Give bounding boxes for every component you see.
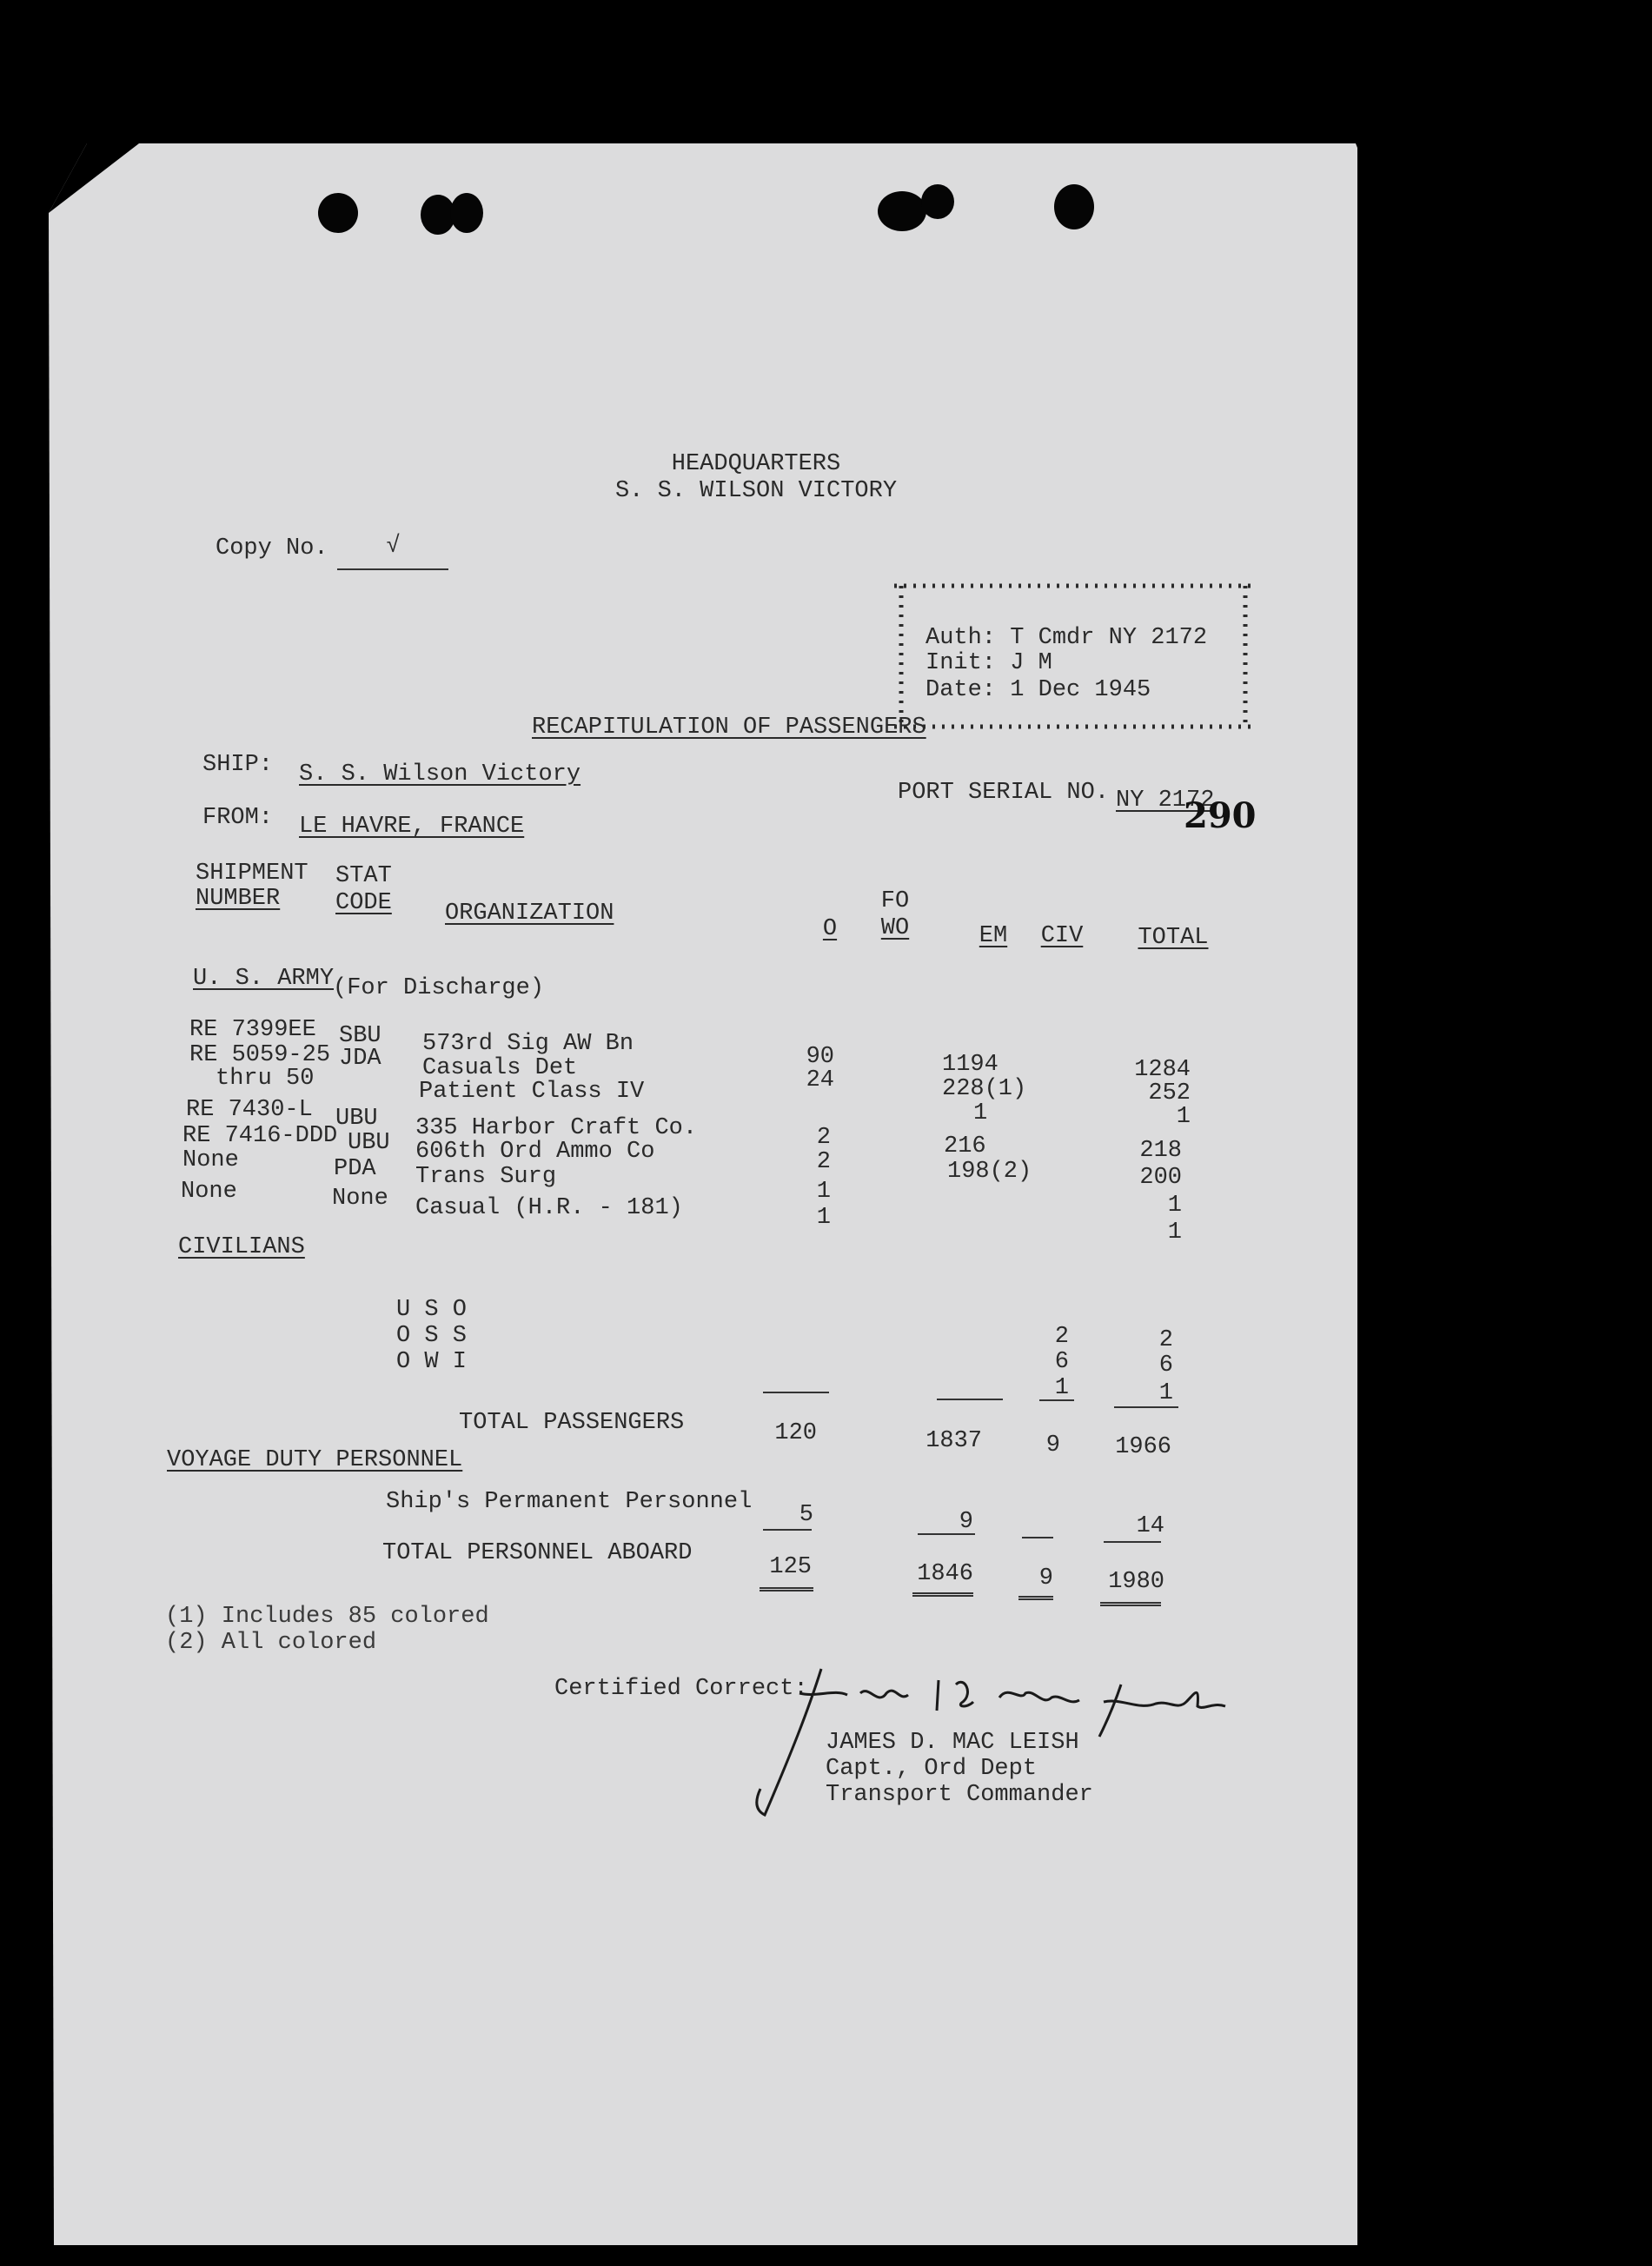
cell-o: 1 — [816, 1205, 831, 1231]
col-o: O — [822, 916, 838, 942]
aboard-double-rule-civ — [1018, 1596, 1053, 1600]
cell-civ: 1 — [1054, 1375, 1069, 1401]
from-label: FROM: — [202, 805, 274, 831]
cell-shipment: RE 7430-L — [186, 1097, 313, 1123]
cell-em: 1194 — [942, 1052, 998, 1078]
from-value: LE HAVRE, FRANCE — [299, 814, 525, 840]
signer-rank: Capt., Ord Dept — [826, 1756, 1038, 1782]
cell-total: 200 — [1139, 1165, 1182, 1191]
cell-org: 573rd Sig AW Bn — [422, 1031, 634, 1057]
punch-hole — [878, 191, 926, 231]
header-line-2: S. S. WILSON VICTORY — [614, 478, 898, 504]
cell-stat: SBU — [339, 1023, 381, 1049]
cell-shipment: RE 5059-25 — [189, 1042, 331, 1068]
section-voyage-title: VOYAGE DUTY PERSONNEL — [167, 1447, 463, 1473]
footnote-2: (2) All colored — [165, 1630, 377, 1656]
cell-shipment: None — [182, 1147, 239, 1173]
cell-total: 6 — [1158, 1352, 1173, 1379]
cell-stat: UBU — [348, 1130, 390, 1156]
footnote-1: (1) Includes 85 colored — [165, 1604, 489, 1630]
total-aboard-o: 125 — [769, 1554, 812, 1580]
cell-total: 1 — [1158, 1380, 1173, 1406]
cell-o: 2 — [816, 1125, 831, 1151]
ships-permanent-label: Ship's Permanent Personnel — [386, 1489, 753, 1515]
cell-shipment: None — [181, 1179, 237, 1205]
col-wo-2: WO — [880, 915, 910, 941]
cell-org: Trans Surg — [415, 1164, 557, 1190]
cell-stat: JDA — [339, 1046, 381, 1072]
section-army-title: U. S. ARMY — [193, 966, 335, 992]
cell-stat: UBU — [335, 1106, 378, 1132]
col-shipment-1: SHIPMENT — [196, 861, 309, 887]
col-stat-2: CODE — [335, 890, 392, 916]
col-shipment-2: NUMBER — [196, 886, 281, 912]
subtotal-rule-o — [763, 1392, 829, 1393]
stamp-date: Date: 1 Dec 1945 — [926, 677, 1151, 703]
cell-stat: None — [332, 1186, 388, 1212]
cell-em: 228(1) — [942, 1076, 1027, 1102]
permanent-rule-em — [918, 1533, 975, 1535]
cell-org: 606th Ord Ammo Co — [415, 1139, 655, 1165]
aboard-double-rule-total — [1100, 1602, 1161, 1606]
col-total: TOTAL — [1138, 925, 1209, 951]
cell-total: 252 — [1148, 1080, 1191, 1106]
cell-org: 335 Harbor Craft Co. — [415, 1115, 698, 1141]
total-passengers-em: 1837 — [926, 1428, 982, 1454]
ship-value: S. S. Wilson Victory — [299, 761, 581, 787]
punch-hole — [450, 193, 483, 233]
cell-shipment: RE 7399EE — [189, 1017, 316, 1043]
stamp-auth: Auth: T Cmdr NY 2172 — [926, 625, 1208, 651]
col-wo-1: FO — [880, 888, 910, 914]
total-passengers-total: 1966 — [1115, 1434, 1171, 1460]
permanent-rule-total — [1104, 1541, 1161, 1543]
punch-hole — [1054, 184, 1094, 229]
cell-o: 24 — [806, 1067, 834, 1093]
copy-label: Copy No. — [216, 535, 328, 562]
aboard-double-rule-o — [760, 1587, 813, 1592]
col-stat-1: STAT — [335, 863, 392, 889]
cell-shipment: thru 50 — [216, 1066, 315, 1092]
punch-hole — [921, 184, 954, 219]
total-aboard-label: TOTAL PERSONNEL ABOARD — [382, 1540, 693, 1566]
cell-o: 90 — [806, 1044, 834, 1070]
port-serial-value: NY 2172 — [1116, 787, 1215, 814]
cell-org: O W I — [396, 1349, 468, 1375]
cell-em: 198(2) — [947, 1159, 1032, 1185]
section-army-note: (For Discharge) — [333, 975, 545, 1001]
permanent-rule-civ — [1022, 1537, 1053, 1538]
total-passengers-label: TOTAL PASSENGERS — [459, 1410, 685, 1436]
cell-total: 2 — [1158, 1327, 1173, 1353]
ships-permanent-o: 5 — [799, 1502, 813, 1528]
cell-stat: PDA — [334, 1156, 376, 1182]
copy-value: √ — [386, 534, 401, 560]
cell-org: Patient Class IV — [419, 1079, 645, 1105]
cell-org: Casual (H.R. - 181) — [415, 1195, 683, 1221]
subtotal-rule-civ — [1039, 1399, 1074, 1401]
cell-o: 2 — [816, 1149, 831, 1175]
ship-label: SHIP: — [202, 752, 274, 778]
header-line-1: HEADQUARTERS — [671, 451, 841, 477]
ships-permanent-em: 9 — [959, 1509, 973, 1535]
cell-org: Casuals Det — [422, 1055, 578, 1081]
section-civilians-title: CIVILIANS — [178, 1234, 305, 1260]
total-aboard-civ: 9 — [1038, 1565, 1053, 1592]
port-serial-handwritten: 290 — [1184, 795, 1257, 836]
subtotal-rule-total — [1114, 1406, 1178, 1408]
cell-em: 216 — [944, 1133, 986, 1160]
cell-total: 1 — [1167, 1193, 1182, 1219]
col-organization: ORGANIZATION — [445, 900, 614, 927]
total-passengers-o: 120 — [774, 1420, 817, 1446]
cell-org: O S S — [396, 1323, 468, 1349]
permanent-rule-o — [763, 1529, 812, 1531]
cell-total: 1284 — [1134, 1057, 1191, 1083]
cell-total: 218 — [1139, 1138, 1182, 1164]
col-civ: CIV — [1040, 923, 1084, 949]
aboard-double-rule-em — [912, 1592, 973, 1597]
signer-name: JAMES D. MAC LEISH — [826, 1730, 1079, 1756]
cell-total: 1 — [1176, 1104, 1191, 1130]
cell-em: 1 — [973, 1100, 988, 1126]
col-em: EM — [979, 923, 1008, 949]
cell-civ: 6 — [1054, 1349, 1069, 1375]
copy-underline — [337, 568, 448, 570]
total-aboard-total: 1980 — [1108, 1569, 1164, 1595]
stamp-init: Init: J M — [926, 650, 1052, 676]
document-title: RECAPITULATION OF PASSENGERS — [532, 714, 926, 741]
cell-org: U S O — [396, 1297, 468, 1323]
cell-total: 1 — [1167, 1219, 1182, 1246]
cell-shipment: RE 7416-DDD — [182, 1123, 338, 1149]
port-serial-label: PORT SERIAL NO. — [898, 780, 1110, 806]
total-passengers-civ: 9 — [1045, 1432, 1060, 1459]
ships-permanent-total: 14 — [1136, 1513, 1164, 1539]
subtotal-rule-em — [937, 1399, 1003, 1400]
cell-civ: 2 — [1054, 1324, 1069, 1350]
punch-hole — [318, 193, 358, 233]
total-aboard-em: 1846 — [917, 1561, 973, 1587]
certified-label: Certified Correct: — [554, 1676, 808, 1702]
cell-o: 1 — [816, 1179, 831, 1205]
signer-title: Transport Commander — [826, 1782, 1093, 1808]
